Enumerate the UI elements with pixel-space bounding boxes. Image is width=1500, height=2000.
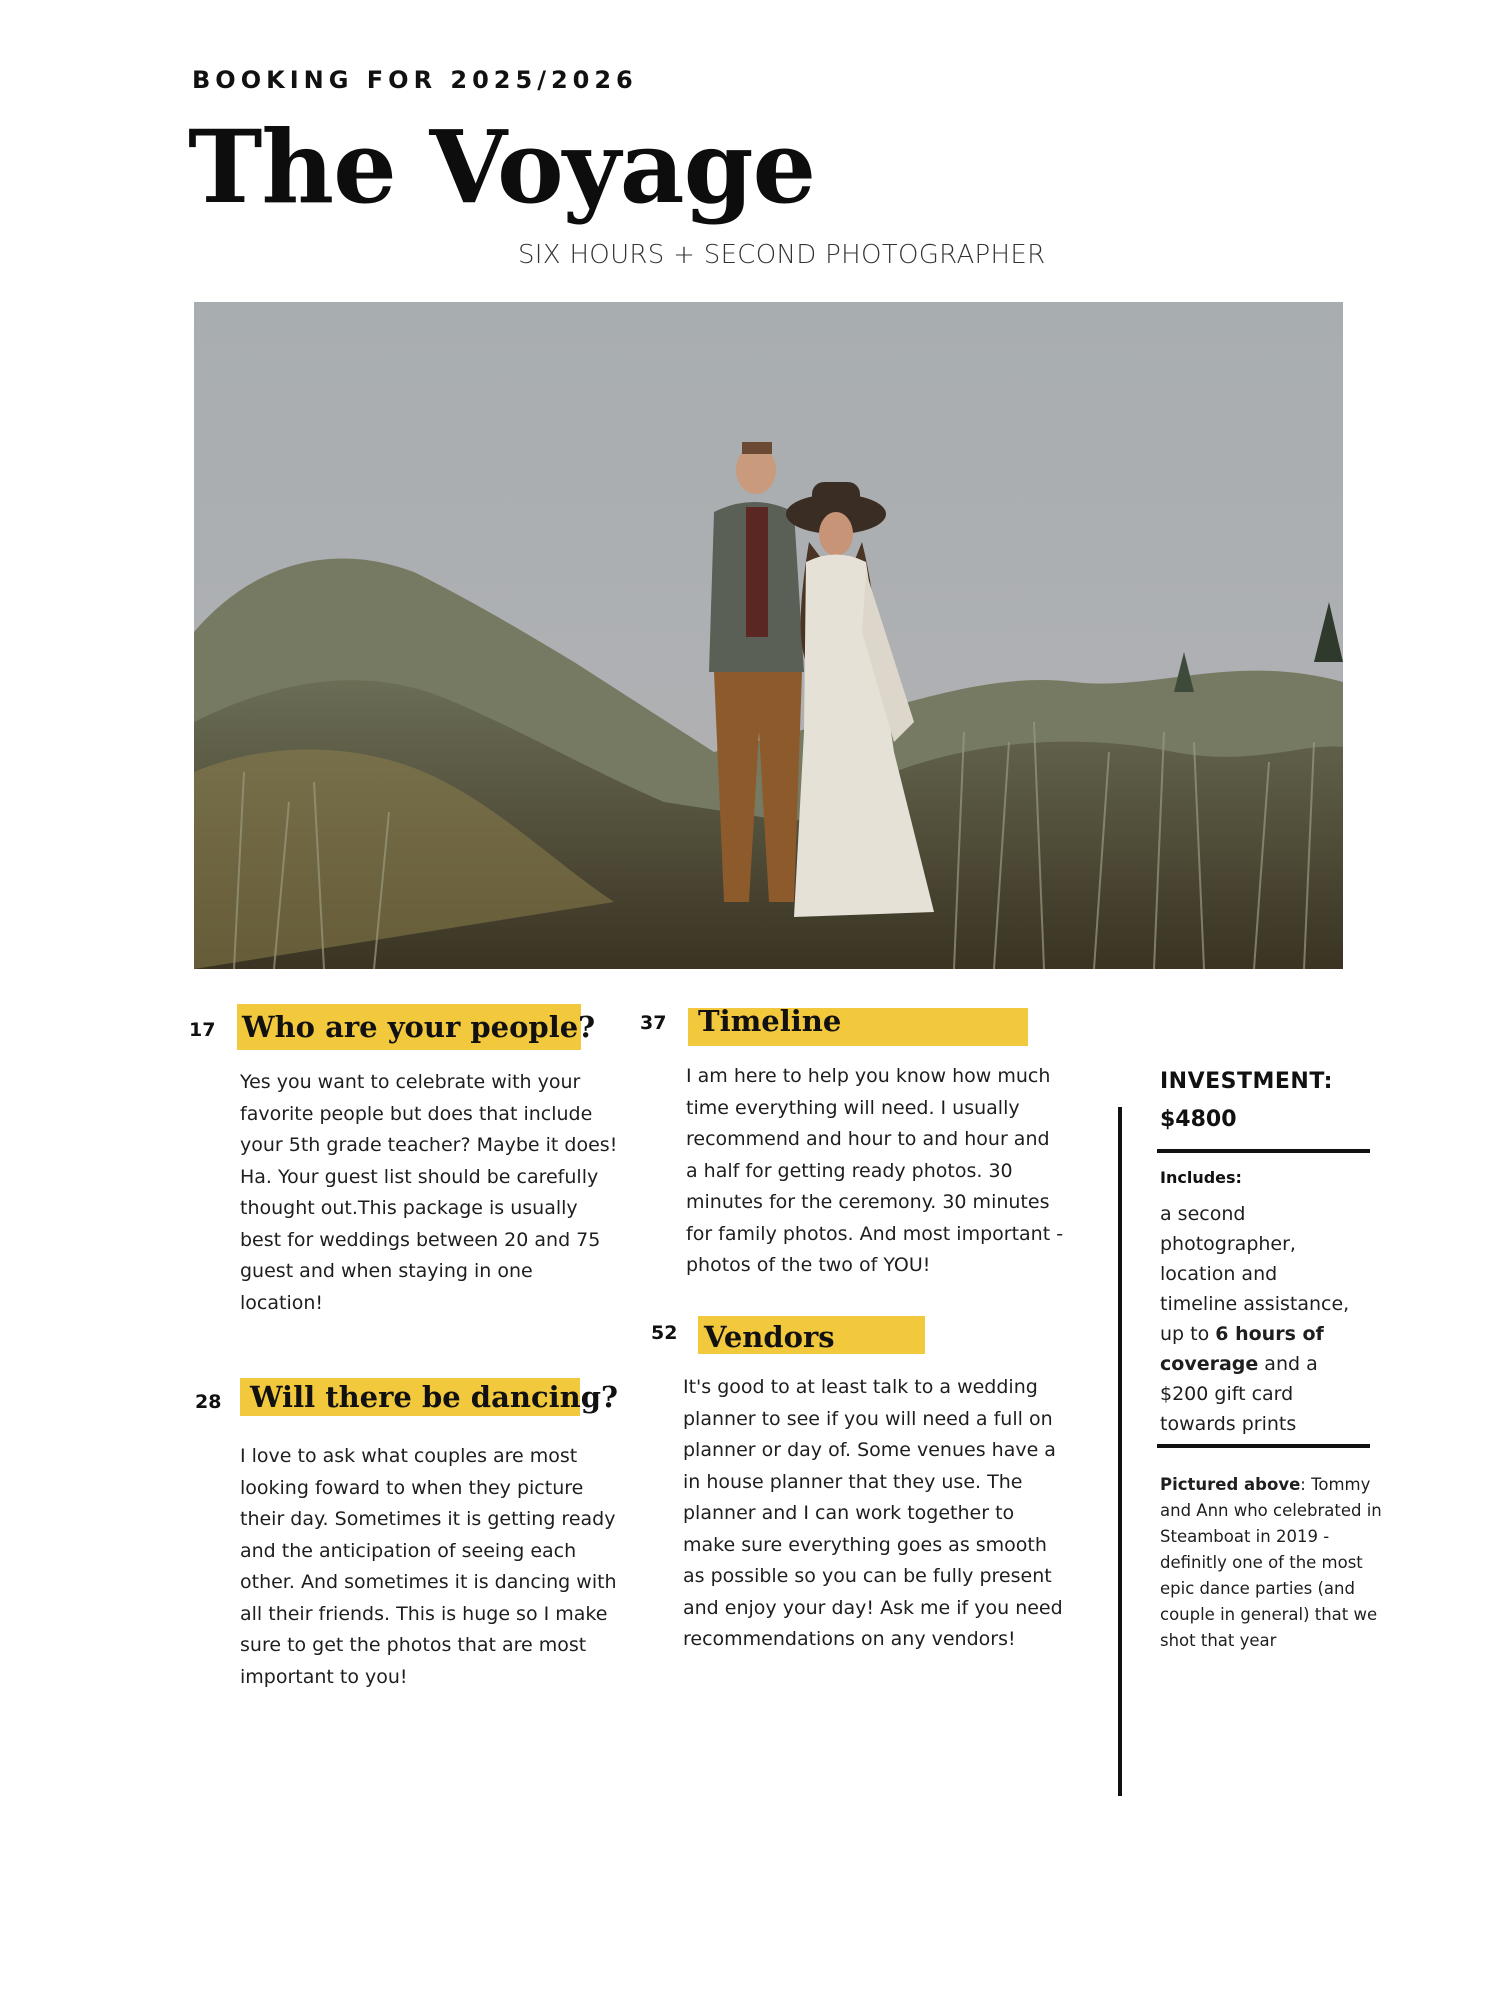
booking-eyebrow: BOOKING FOR 2025/2026 <box>192 66 638 94</box>
section-number: 28 <box>195 1391 222 1413</box>
package-subtitle: SIX HOURS + SECOND PHOTOGRAPHER <box>518 240 1046 270</box>
section-body: Yes you want to celebrate with your favorite people but does that include your 5th grade teacher? Maybe it does! Ha. Your guest list should be carefully thought out.This package is usually best for weddings between 20 and 75 guest and when staying in one location! <box>240 1071 618 1314</box>
pictured-label: Pictured above <box>1160 1475 1301 1494</box>
section-body: I love to ask what couples are most looking foward to when they picture their day. Sometimes it is getting ready and the anticipation of seeing each other. And sometimes it is dancing with all their friends. This is huge so I make sure to get the photos that are most important to you! <box>240 1445 617 1688</box>
section-heading: Who are your people? <box>242 1010 596 1044</box>
section-heading: Timeline <box>698 1004 842 1038</box>
section-body: It's good to at least talk to a wedding planner to see if you will need a full on planner or day of. Some venues have a in house planner that they use. The planner and I can work together to make sure everything goes as smooth as possible so you can be fully present and enjoy your day! Ask me if you need recommendations on any vendors! <box>683 1376 1063 1650</box>
section-number: 52 <box>651 1322 678 1344</box>
section-number: 17 <box>189 1019 216 1041</box>
section-heading: Vendors <box>704 1320 835 1354</box>
sidebar-rule <box>1157 1444 1370 1448</box>
investment-price: $4800 <box>1160 1107 1237 1132</box>
section-body: I am here to help you know how much time everything will need. I usually recommend and hour to and hour and a half for getting ready photos. 30 minutes for the ceremony. 30 minutes for family photos. And most important - photos of the two of YOU! <box>686 1065 1064 1276</box>
section-number: 37 <box>640 1012 667 1034</box>
includes-text <box>1160 1199 1360 1439</box>
pictured-caption <box>1160 1472 1400 1654</box>
pictured-text: Tommy and Ann who celebrated in Steamboat in 2019 - definitly one of the most epic dance parties (and couple in general) that we shot that year <box>1160 1475 1382 1650</box>
pictured-colon: : <box>1300 1475 1306 1494</box>
section-heading: Will there be dancing? <box>250 1380 618 1414</box>
includes-text-end: and a $200 gift card towards prints <box>1160 1353 1318 1435</box>
includes-label: Includes: <box>1160 1168 1242 1187</box>
includes-text-bold: 6 hours of coverage <box>1160 1323 1324 1375</box>
investment-label: INVESTMENT: <box>1160 1069 1333 1094</box>
includes-text-start: a second photographer, location and timeline assistance, up to <box>1160 1203 1350 1345</box>
sidebar-divider <box>1118 1107 1122 1796</box>
sidebar-rule <box>1157 1149 1370 1153</box>
page-title: The Voyage <box>188 108 816 226</box>
couple-in-meadow-photo <box>194 302 1343 969</box>
